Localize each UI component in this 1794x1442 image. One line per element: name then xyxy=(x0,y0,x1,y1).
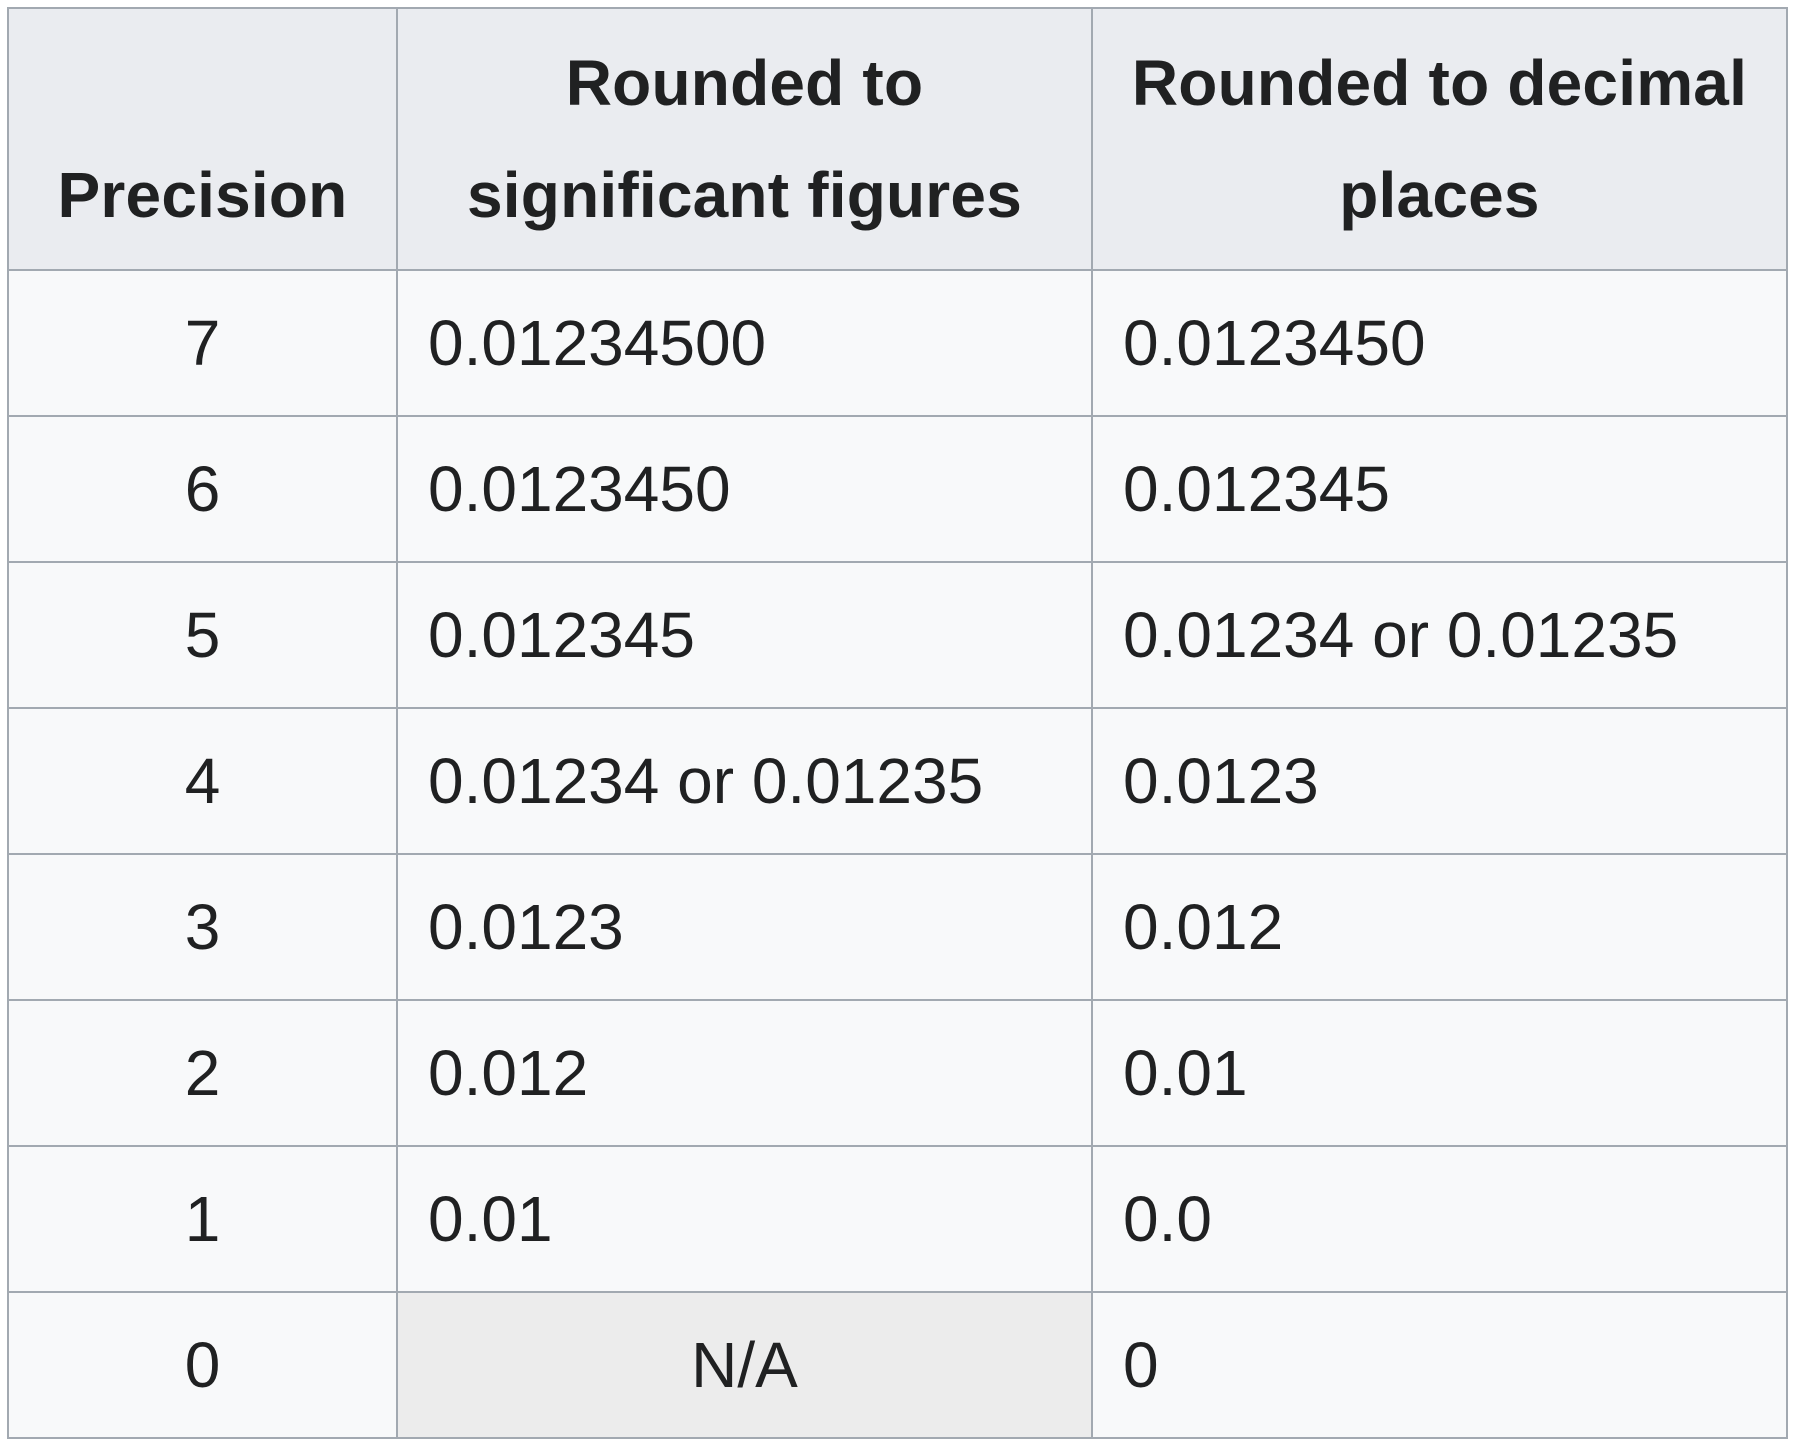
precision-cell: 1 xyxy=(8,1146,397,1292)
sig-figs-cell: 0.01234 or 0.01235 xyxy=(397,708,1092,854)
precision-cell: 7 xyxy=(8,270,397,416)
decimal-places-cell: 0.01234 or 0.01235 xyxy=(1092,562,1787,708)
header-decimal-places: Rounded to decimal places xyxy=(1092,8,1787,270)
precision-cell: 5 xyxy=(8,562,397,708)
precision-cell: 2 xyxy=(8,1000,397,1146)
table-row xyxy=(8,1292,1787,1438)
decimal-places-cell: 0.012345 xyxy=(1092,416,1787,562)
decimal-places-cell: 0.0 xyxy=(1092,1146,1787,1292)
table-row xyxy=(8,1146,1787,1292)
precision-cell: 4 xyxy=(8,708,397,854)
sig-figs-cell: 0.012345 xyxy=(397,562,1092,708)
precision-cell: 3 xyxy=(8,854,397,1000)
sig-figs-na-cell: N/A xyxy=(397,1292,1092,1438)
table-row xyxy=(8,562,1787,708)
header-precision: Precision xyxy=(8,8,397,270)
table-row xyxy=(8,270,1787,416)
decimal-places-cell: 0.0123450 xyxy=(1092,270,1787,416)
sig-figs-cell: 0.01 xyxy=(397,1146,1092,1292)
decimal-places-cell: 0 xyxy=(1092,1292,1787,1438)
table-row xyxy=(8,708,1787,854)
precision-cell: 0 xyxy=(8,1292,397,1438)
table-row xyxy=(8,854,1787,1000)
precision-cell: 6 xyxy=(8,416,397,562)
header-significant-figures: Rounded to significant figures xyxy=(397,8,1092,270)
decimal-places-cell: 0.01 xyxy=(1092,1000,1787,1146)
sig-figs-cell: 0.012 xyxy=(397,1000,1092,1146)
decimal-places-cell: 0.012 xyxy=(1092,854,1787,1000)
sig-figs-cell: 0.0123 xyxy=(397,854,1092,1000)
table-row xyxy=(8,416,1787,562)
sig-figs-cell: 0.01234500 xyxy=(397,270,1092,416)
sig-figs-cell: 0.0123450 xyxy=(397,416,1092,562)
rounding-precision-table xyxy=(7,7,1788,1439)
table-row xyxy=(8,1000,1787,1146)
header-row xyxy=(8,8,1787,270)
decimal-places-cell: 0.0123 xyxy=(1092,708,1787,854)
